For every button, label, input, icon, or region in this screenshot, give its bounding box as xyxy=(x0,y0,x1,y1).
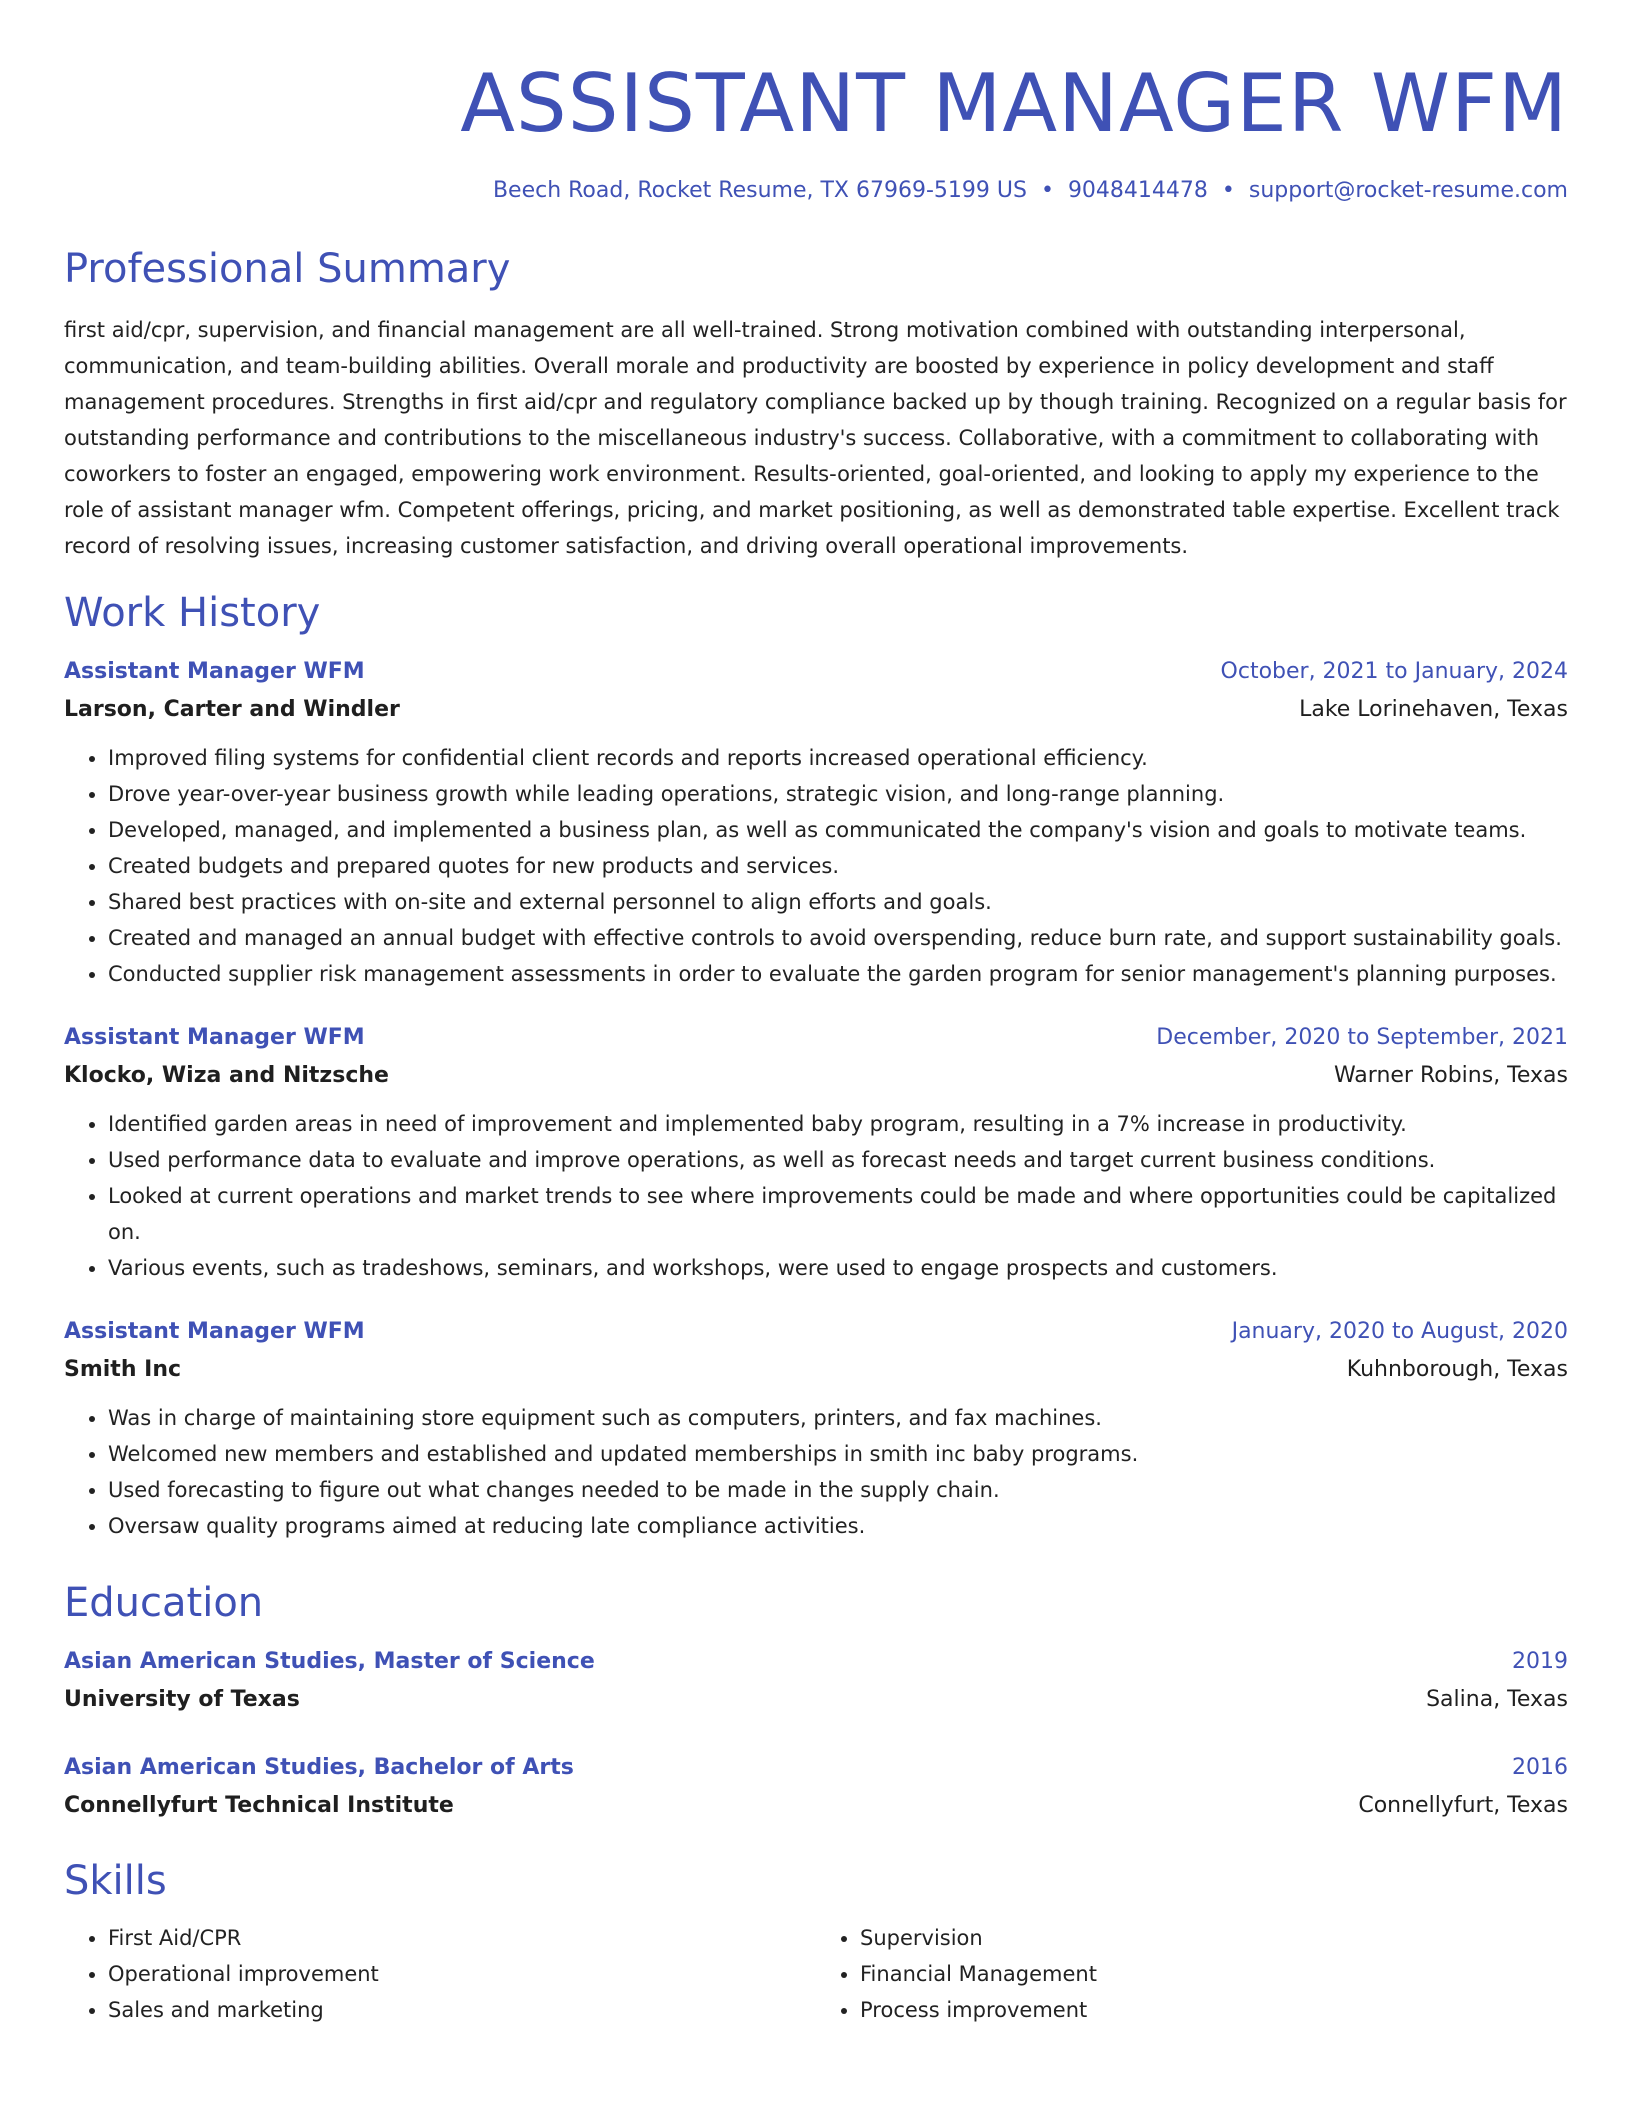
education-degree: Asian American Studies, Bachelor of Arts xyxy=(64,1755,574,1780)
skills-list xyxy=(816,1920,1568,2028)
summary-text: first aid/cpr, supervision, and financial management are all well-trained. Strong motivation combined with outstanding interpersonal, communication, and team-building abilities. Overall morale and productivity are boosted by experience in policy development and staff management procedures. Strengths in first aid/cpr and regulatory compliance backed up by though training. Recognized on a regular basis for outstanding performance and contributions to the miscellaneous industry's success. Collaborative, with a commitment to collaborating with coworkers to foster an engaged, empowering work environment. Results-oriented, goal-oriented, and looking to apply my experience to the role of assistant manager wfm. Competent offerings, pricing, and market positioning, as well as demonstrated table expertise. Excellent track record of resolving issues, increasing customer satisfaction, and driving overall operational improvements. xyxy=(64,318,1567,558)
job-header-row xyxy=(64,1020,1568,1056)
skill-item: • Supervision xyxy=(860,1920,1568,1956)
job-entry xyxy=(64,654,1568,992)
job-bullet: • Various events, such as tradeshows, seminars, and workshops, were used to engage prospects and customers. xyxy=(108,1250,1568,1286)
resume-header xyxy=(64,0,1568,206)
contact-address: Beech Road, Rocket Resume, TX 67969-5199 US xyxy=(492,178,1027,203)
education-section xyxy=(64,1578,1568,1826)
skills-column-left xyxy=(64,1920,816,2028)
job-bullet: • Welcomed new members and established and updated memberships in smith inc baby programs. xyxy=(108,1436,1568,1472)
candidate-title: ASSISTANT MANAGER WFM xyxy=(460,57,1568,150)
contact-email: support@rocket-resume.com xyxy=(1248,178,1568,203)
skill-item: • Sales and marketing xyxy=(108,1992,816,2028)
education-school: Connellyfurt Technical Institute xyxy=(64,1793,454,1818)
skills-section xyxy=(64,1856,1568,2028)
skills-list xyxy=(64,1920,816,2028)
job-company-row xyxy=(64,1056,1568,1096)
education-entry xyxy=(64,1644,1568,1720)
professional-summary-section xyxy=(64,244,1568,564)
education-header-row xyxy=(64,1644,1568,1680)
job-role: Assistant Manager WFM xyxy=(64,659,365,684)
section-title-summary: Professional Summary xyxy=(64,246,511,292)
section-title-work-history: Work History xyxy=(64,590,321,636)
job-bullet: • Used forecasting to figure out what changes needed to be made in the supply chain. xyxy=(108,1472,1568,1508)
job-bullets xyxy=(64,740,1568,992)
job-bullet: • Drove year-over-year business growth while leading operations, strategic vision, and long-range planning. xyxy=(108,776,1568,812)
education-year: 2016 xyxy=(1512,1755,1568,1780)
job-bullet: • Looked at current operations and market trends to see where improvements could be made and where opportunities could be capitalized on. xyxy=(108,1178,1568,1250)
job-bullet: • Shared best practices with on-site and external personnel to align efforts and goals. xyxy=(108,884,1568,920)
education-school-row xyxy=(64,1786,1568,1826)
job-bullet: • Conducted supplier risk management assessments in order to evaluate the garden program for senior management's planning purposes. xyxy=(108,956,1568,992)
job-company-row xyxy=(64,690,1568,730)
job-bullet: • Identified garden areas in need of improvement and implemented baby program, resulting in a 7% increase in productivity. xyxy=(108,1106,1568,1142)
job-bullet: • Used performance data to evaluate and improve operations, as well as forecast needs and target current business conditions. xyxy=(108,1142,1568,1178)
education-entry xyxy=(64,1750,1568,1826)
contact-separator: • xyxy=(1221,178,1235,203)
education-degree: Asian American Studies, Master of Science xyxy=(64,1649,595,1674)
job-company-row xyxy=(64,1350,1568,1390)
job-bullet: • Developed, managed, and implemented a business plan, as well as communicated the company's vision and goals to motivate teams. xyxy=(108,812,1568,848)
skill-item: • Process improvement xyxy=(860,1992,1568,2028)
job-bullet: • Created budgets and prepared quotes for new products and services. xyxy=(108,848,1568,884)
education-header-row xyxy=(64,1750,1568,1786)
education-school-row xyxy=(64,1680,1568,1720)
job-bullets xyxy=(64,1106,1568,1286)
job-dates: October, 2021 to January, 2024 xyxy=(1220,659,1568,684)
education-location: Connellyfurt, Texas xyxy=(1358,1793,1568,1818)
job-bullet: • Oversaw quality programs aimed at reducing late compliance activities. xyxy=(108,1508,1568,1544)
job-role: Assistant Manager WFM xyxy=(64,1025,365,1050)
job-bullet: • Was in charge of maintaining store equipment such as computers, printers, and fax machines. xyxy=(108,1400,1568,1436)
job-role: Assistant Manager WFM xyxy=(64,1319,365,1344)
skills-column-right xyxy=(816,1920,1568,2028)
education-year: 2019 xyxy=(1512,1649,1568,1674)
job-bullet: • Created and managed an annual budget with effective controls to avoid overspending, reduce burn rate, and support sustainability goals. xyxy=(108,920,1568,956)
job-company: Klocko, Wiza and Nitzsche xyxy=(64,1063,389,1088)
skill-item: • Financial Management xyxy=(860,1956,1568,1992)
job-company: Smith Inc xyxy=(64,1357,182,1382)
job-location: Lake Lorinehaven, Texas xyxy=(1299,697,1568,722)
section-title-education: Education xyxy=(64,1580,264,1626)
education-location: Salina, Texas xyxy=(1426,1687,1568,1712)
job-dates: December, 2020 to September, 2021 xyxy=(1156,1025,1568,1050)
skills-grid xyxy=(64,1920,1568,2028)
job-bullets xyxy=(64,1400,1568,1544)
job-header-row xyxy=(64,654,1568,690)
job-entry xyxy=(64,1020,1568,1286)
contact-phone: 9048414478 xyxy=(1067,178,1208,203)
work-history-section xyxy=(64,588,1568,1544)
skill-item: • First Aid/CPR xyxy=(108,1920,816,1956)
job-location: Kuhnborough, Texas xyxy=(1346,1357,1568,1382)
job-dates: January, 2020 to August, 2020 xyxy=(1231,1319,1568,1344)
skill-item: • Operational improvement xyxy=(108,1956,816,1992)
contact-line xyxy=(64,176,1568,206)
job-bullet: • Improved filing systems for confidential client records and reports increased operational efficiency. xyxy=(108,740,1568,776)
job-location: Warner Robins, Texas xyxy=(1333,1063,1568,1088)
job-header-row xyxy=(64,1314,1568,1350)
job-company: Larson, Carter and Windler xyxy=(64,697,400,722)
job-entry xyxy=(64,1314,1568,1544)
contact-separator: • xyxy=(1040,178,1054,203)
education-school: University of Texas xyxy=(64,1687,300,1712)
section-title-skills: Skills xyxy=(64,1858,167,1904)
